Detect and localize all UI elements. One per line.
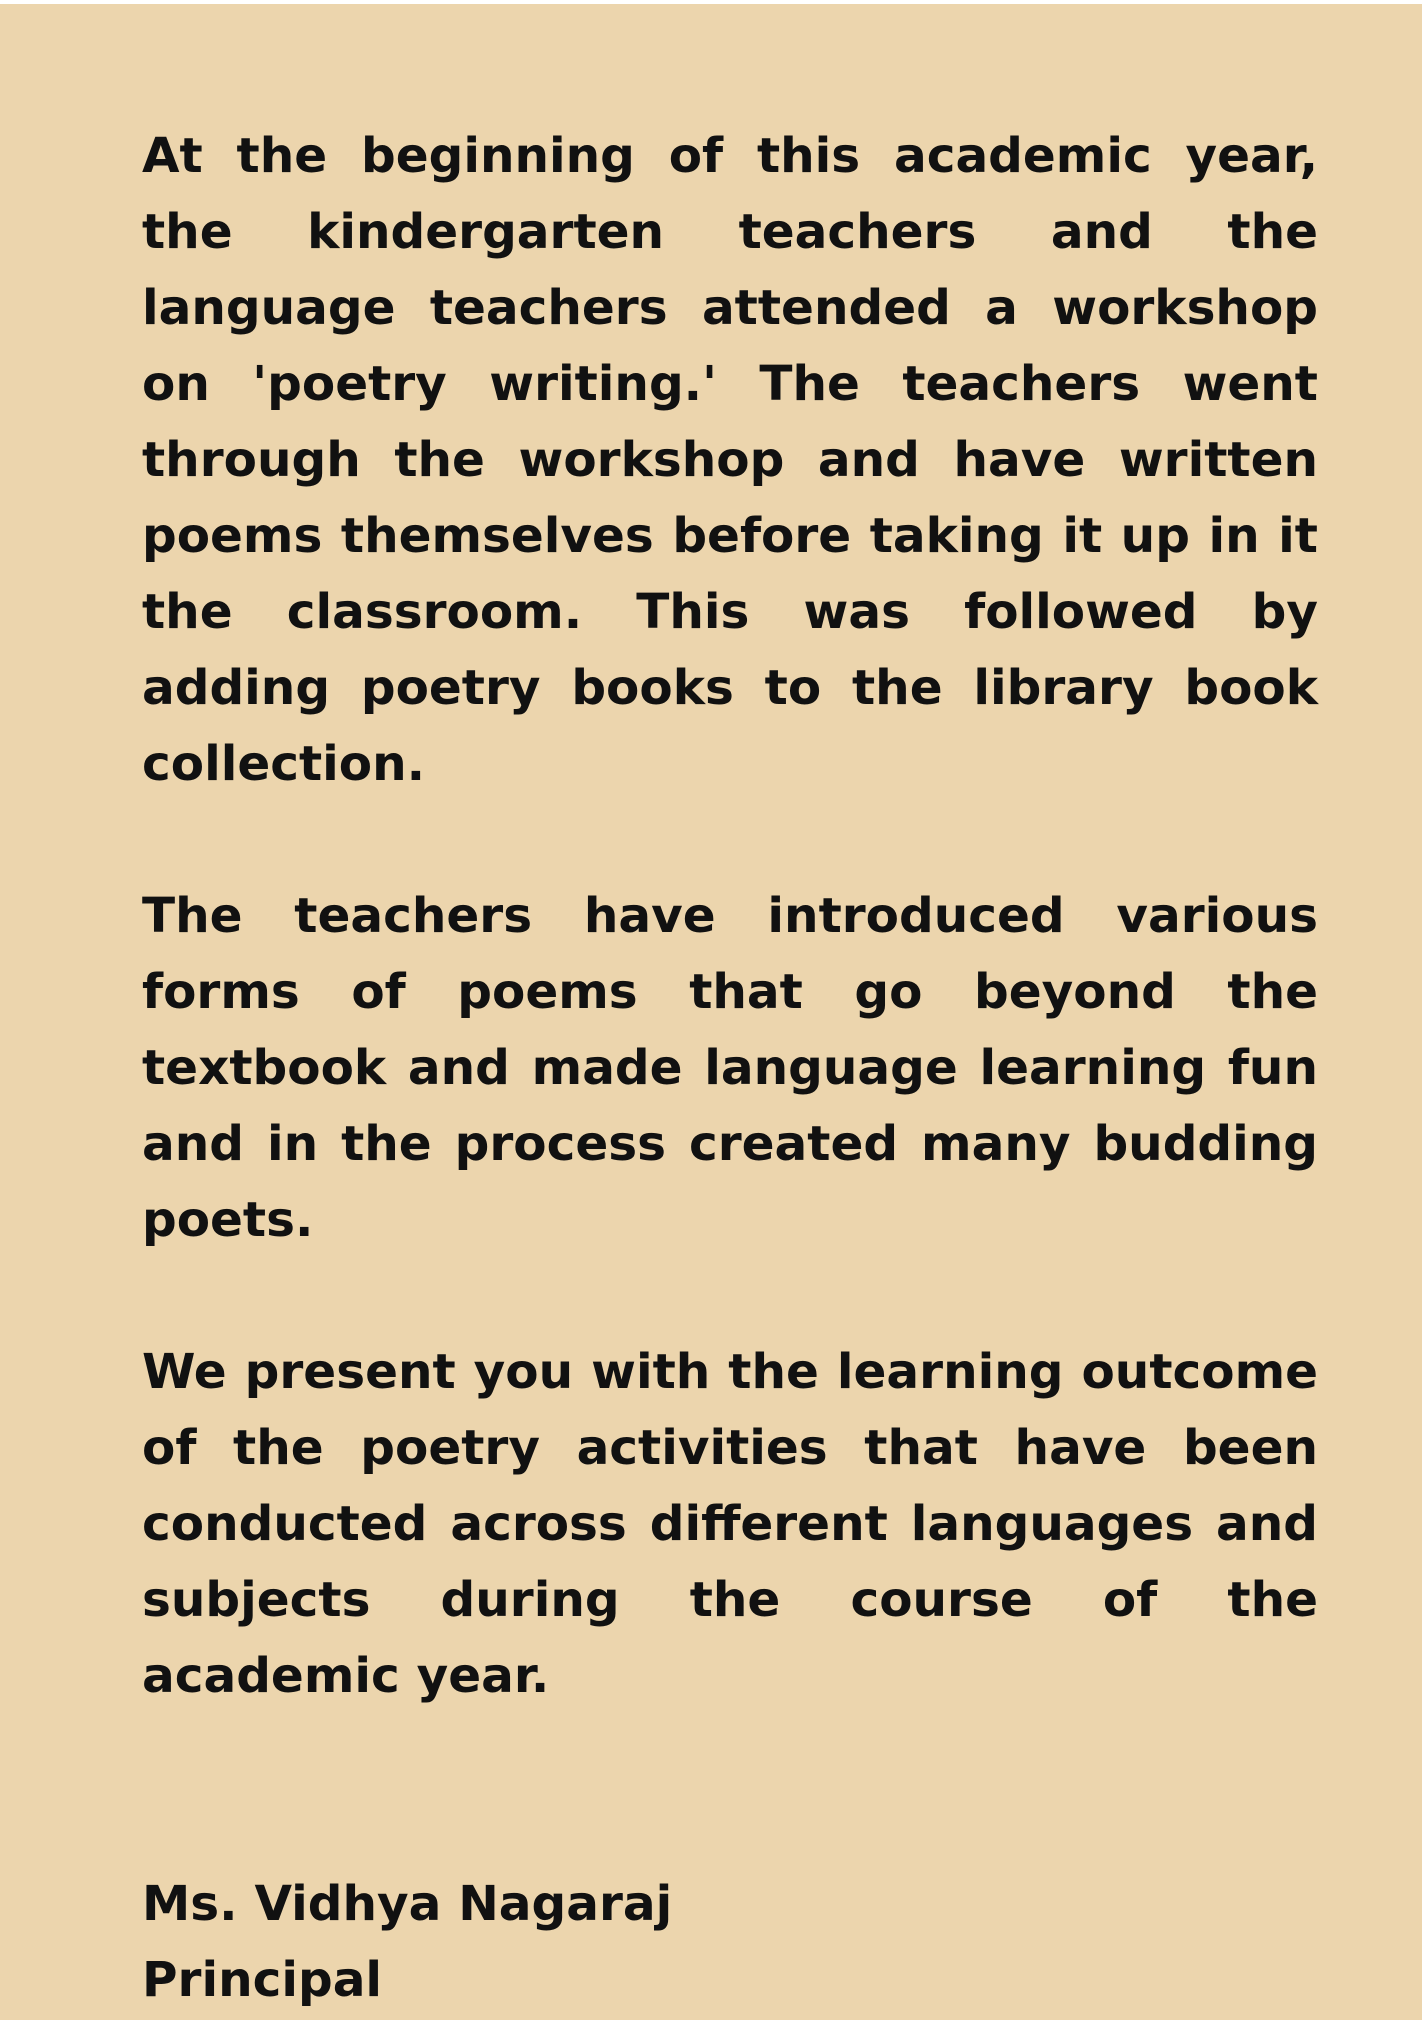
signature-block: [142, 1866, 1318, 2018]
letter-body: [142, 118, 1318, 2018]
paragraph-workshop: At the beginning of this academic year, the kindergarten teachers and the language teachers attended a workshop on 'poetry writing.' The teachers went through the workshop and have written poems themselves before taking it up in it the classroom. This was followed by adding poetry books to the library book collection.: [142, 128, 1318, 792]
letter-page: [0, 4, 1422, 2020]
signatory-title: Principal: [142, 1952, 383, 2008]
paragraph-outcome: We present you with the learning outcome of the poetry activities that have been conducted across different languages and subjects during the course of the academic year.: [142, 1344, 1318, 1704]
paragraph-poem-forms: The teachers have introduced various forms of poems that go beyond the textbook and made language learning fun and in the process created many budding poets.: [142, 888, 1318, 1248]
signatory-name: Ms. Vidhya Nagaraj: [142, 1876, 673, 1932]
